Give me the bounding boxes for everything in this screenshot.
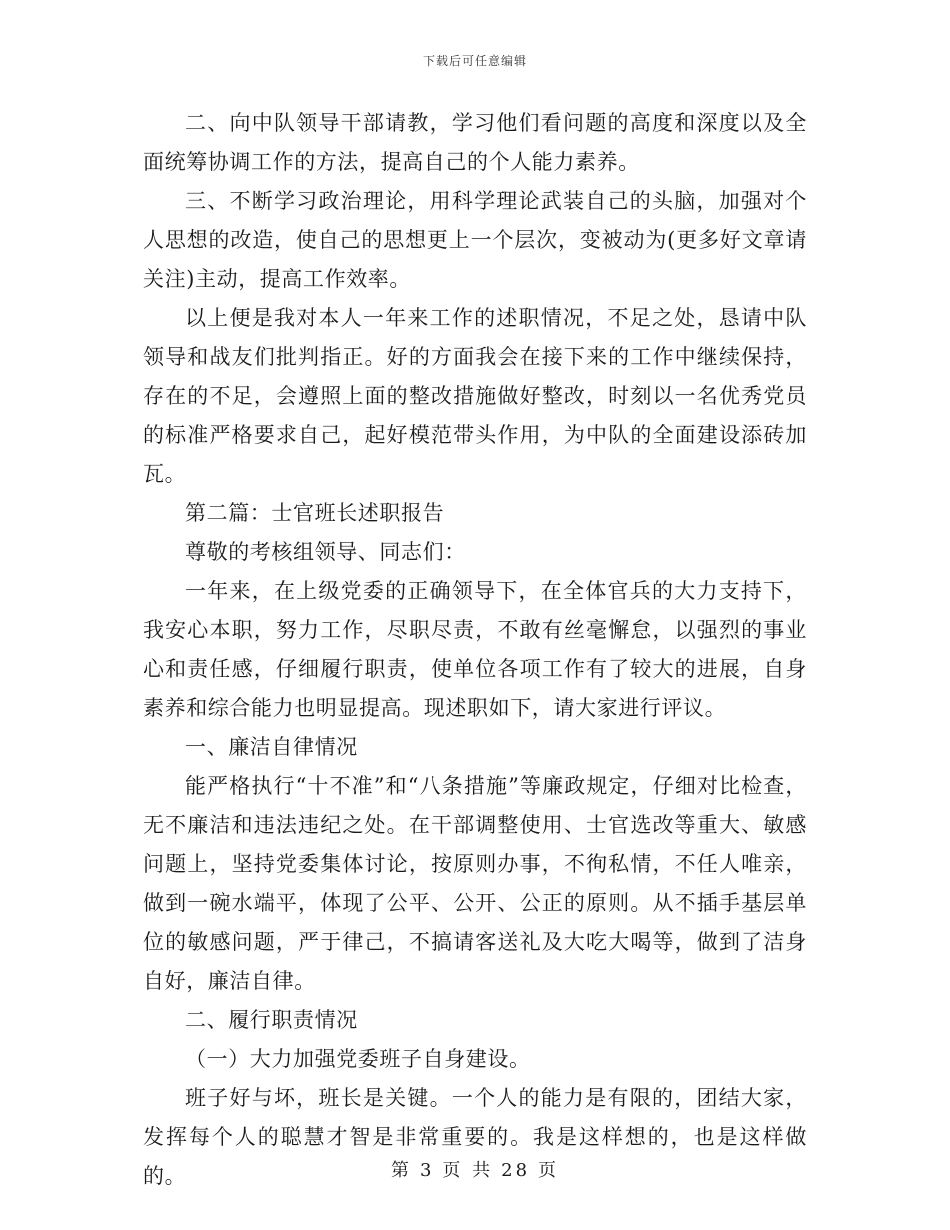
subsection-title: 一、廉洁自律情况	[185, 735, 358, 759]
paragraph: 能严格执行“十不准”和“八条措施”等廉政规定，仔细对比检查，无不廉洁和违法违纪之处。在干部调整使用、士官选改等重大、敏感问题上，坚持党委集体讨论，按原则办事，不徇私情，不任人唯亲，做到一碗水端平，体现了公平、公开、公正的原则。从不插手基层单位的敏感问题，严于律己，不搞请客送礼及大吃大喝等，做到了洁身自好，廉洁自律。	[143, 774, 807, 993]
document-body	[143, 104, 807, 1196]
subsection-title: 二、履行职责情况	[185, 1008, 358, 1032]
page-current: 3	[419, 1160, 435, 1181]
paragraph: 一年来，在上级党委的正确领导下，在全体官兵的大力支持下，我安心本职，努力工作，尽职尽责，不敢有丝毫懈怠，以强烈的事业心和责任感，仔细履行职责，使单位各项工作有了较大的进展，自身素养和综合能力也明显提高。现述职如下，请大家进行评议。	[143, 579, 807, 720]
salutation: 尊敬的考核组领导、同志们：	[185, 540, 466, 564]
paragraph: 二、向中队领导干部请教，学习他们看问题的高度和深度以及全面统筹协调工作的方法，提高自己的个人能力素养。	[143, 111, 807, 174]
page-header-note: 下载后可任意编辑	[422, 54, 527, 68]
paragraph: 班子好与坏，班长是关键。一个人的能力是有限的，团结大家，发挥每个人的聪慧才智是非常重要的。我是这样想的，也是这样做的。	[143, 1086, 807, 1188]
paragraph: 三、不断学习政治理论，用科学理论武装自己的头脑，加强对个人思想的改造，使自己的思想更上一个层次，变被动为(更多好文章请关注)主动，提高工作效率。	[143, 189, 807, 291]
page-label-prefix: 第	[390, 1160, 412, 1181]
section-title: 第二篇：士官班长述职报告	[185, 501, 445, 525]
page-label-suffix: 页	[538, 1160, 560, 1181]
paragraph: 以上便是我对本人一年来工作的述职情况，不足之处，恳请中队领导和战友们批判指正。好的方面我会在接下来的工作中继续保持，存在的不足，会遵照上面的整改措施做好整改，时刻以一名优秀党员的标准严格要求自己，起好模范带头作用，为中队的全面建设添砖加瓦。	[143, 306, 807, 486]
page-number	[0, 1156, 950, 1182]
page-total: 28	[501, 1160, 531, 1181]
subsection-title: （一）大力加强党委班子自身建设。	[185, 1047, 531, 1071]
page-label-mid: 页 共	[442, 1160, 494, 1181]
